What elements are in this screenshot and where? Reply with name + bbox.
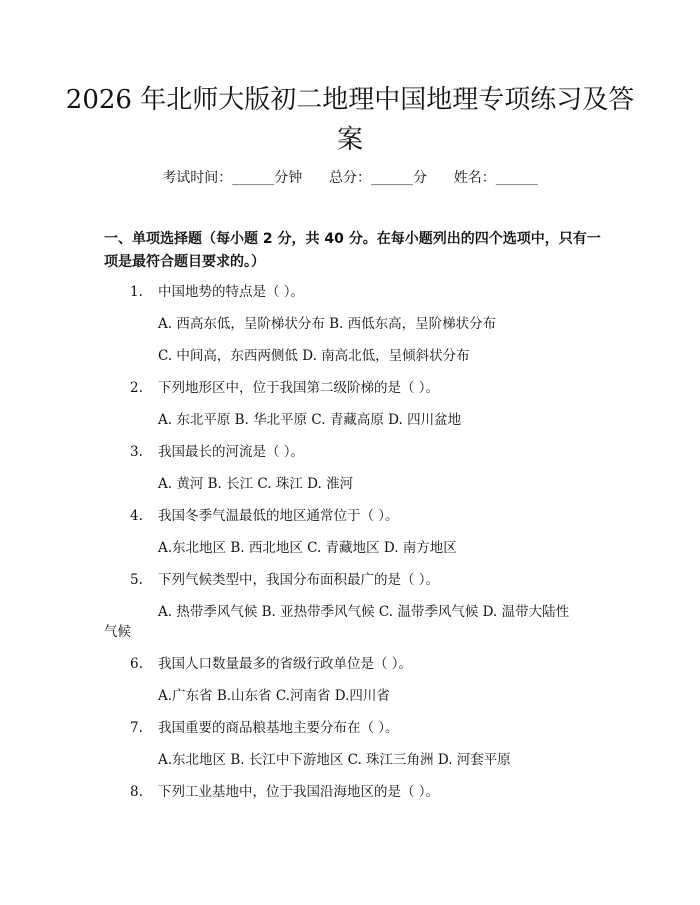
question-number: 3. <box>130 444 143 460</box>
question-3-options: A. 黄河 B. 长江 C. 珠江 D. 淮河 <box>158 476 354 492</box>
question-text: 我国人口数量最多的省级行政单位是（ ）。 <box>158 656 413 672</box>
question-text: 我国重要的商品粮基地主要分布在（ ）。 <box>158 720 399 736</box>
student-name: 姓名：______ <box>453 170 538 186</box>
question-7-options: A.东北地区 B. 长江中下游地区 C. 珠江三角洲 D. 河套平原 <box>158 752 511 768</box>
question-2-options: A. 东北平原 B. 华北平原 C. 青藏高原 D. 四川盆地 <box>158 412 462 428</box>
question-5-options-line-1: A. 热带季风气候 B. 亚热带季风气候 C. 温带季风气候 D. 温带大陆性 <box>158 604 570 620</box>
question-number: 8. <box>130 784 143 800</box>
question-4-options: A.东北地区 B. 西北地区 C. 青藏地区 D. 南方地区 <box>158 540 457 556</box>
question-text: 下列地形区中，位于我国第二级阶梯的是（ ）。 <box>158 380 440 396</box>
question-4 <box>130 506 399 526</box>
question-2 <box>130 378 439 398</box>
question-5-options-line-2: 气候 <box>104 624 131 640</box>
question-number: 1. <box>130 284 143 300</box>
question-text: 下列工业基地中，位于我国沿海地区的是（ ）。 <box>158 784 440 800</box>
question-1-options-line-1: A. 西高东低，呈阶梯状分布 B. 西低东高，呈阶梯状分布 <box>158 316 497 332</box>
question-6 <box>130 654 412 674</box>
question-number: 6. <box>130 656 143 672</box>
question-7 <box>130 718 399 738</box>
question-1 <box>130 282 304 302</box>
question-number: 5. <box>130 572 143 588</box>
question-number: 7. <box>130 720 143 736</box>
question-text: 下列气候类型中，我国分布面积最广的是（ ）。 <box>158 572 440 588</box>
question-number: 4. <box>130 508 143 524</box>
section-heading: 一、单项选择题（每小题 2 分，共 40 分。在每小题列出的四个选项中，只有一项是最符合题目要求的。） <box>104 231 601 270</box>
total-score: 总分：______分 <box>329 170 427 186</box>
question-text: 我国最长的河流是（ ）。 <box>158 444 305 460</box>
question-5 <box>130 570 439 590</box>
exam-time: 考试时间：______分钟 <box>162 170 303 186</box>
question-3 <box>130 442 304 462</box>
question-number: 2. <box>130 380 143 396</box>
question-text: 我国冬季气温最低的地区通常位于（ ）。 <box>158 508 399 524</box>
exam-meta-line <box>0 168 700 188</box>
question-1-options-line-2: C. 中间高，东西两侧低 D. 南高北低，呈倾斜状分布 <box>158 348 470 364</box>
question-text: 中国地势的特点是（ ）。 <box>158 284 305 300</box>
question-8 <box>130 782 439 802</box>
question-6-options: A.广东省 B.山东省 C.河南省 D.四川省 <box>158 688 390 704</box>
document-title: 2026 年北师大版初二地理中国地理专项练习及答案 <box>65 85 635 155</box>
